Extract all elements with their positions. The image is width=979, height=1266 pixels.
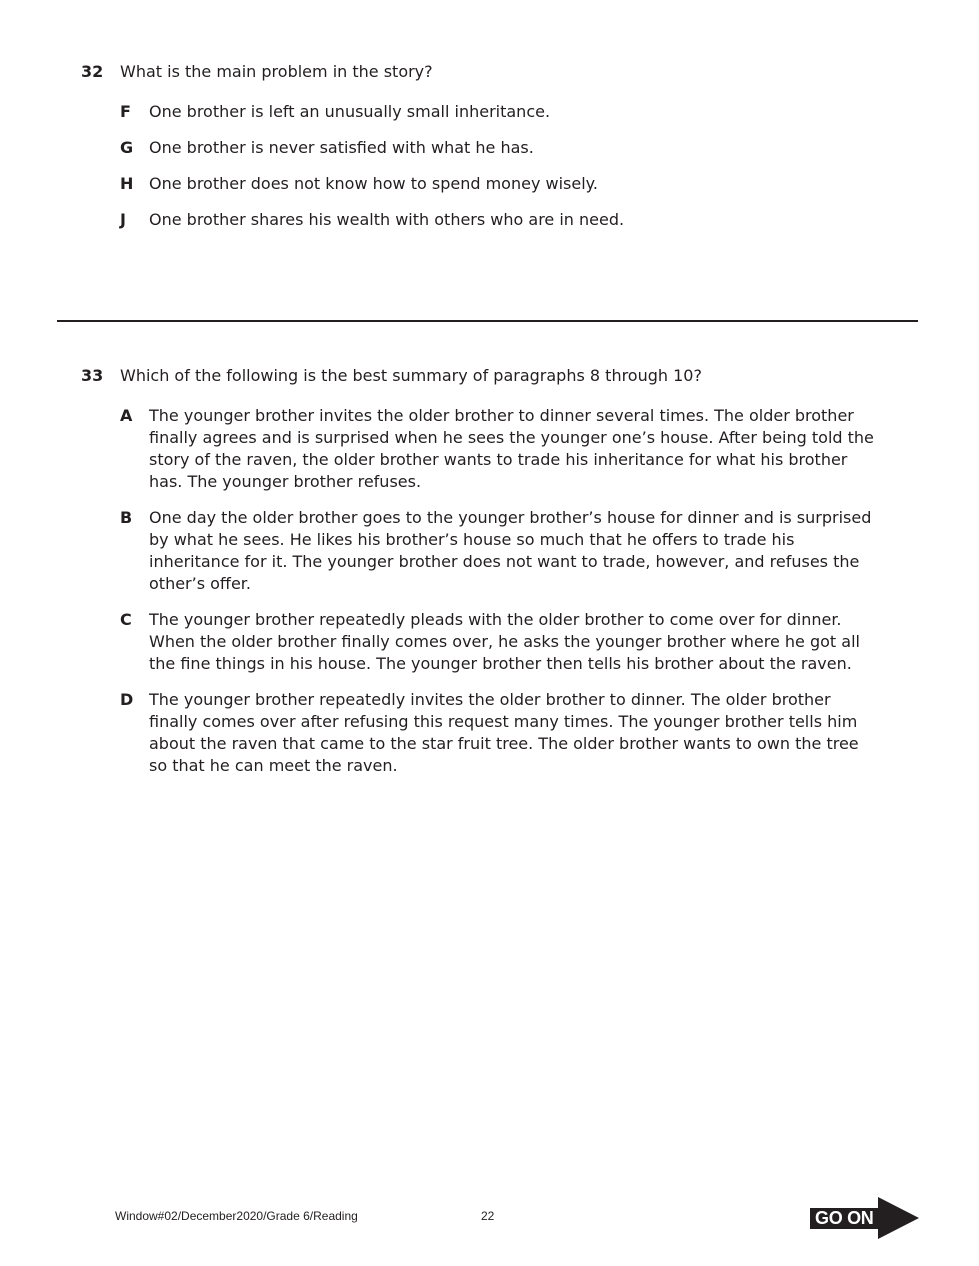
question-32	[81, 61, 919, 245]
answer-option-j[interactable]	[120, 209, 919, 231]
answer-options	[81, 101, 919, 231]
option-letter: B	[120, 508, 133, 527]
question-33	[81, 365, 919, 791]
section-divider	[57, 320, 918, 322]
option-letter: G	[120, 138, 134, 157]
question-number: 33	[81, 366, 104, 385]
answer-options	[81, 405, 919, 777]
option-text: One brother is left an unusually small inheritance.	[149, 102, 551, 121]
answer-option-b[interactable]	[120, 507, 919, 595]
question-number: 32	[81, 62, 104, 81]
question-stem: Which of the following is the best summary of paragraphs 8 through 10?	[120, 366, 702, 385]
option-text: One brother shares his wealth with others who are in need.	[149, 210, 625, 229]
option-text: The younger brother invites the older brother to dinner several times. The older brother finally agrees and is surprised when he sees the younger one’s house. After being told the story of the raven, the older brother wants to trade his inheritance for what his brother has. The younger brother refuses.	[149, 406, 874, 491]
answer-option-a[interactable]	[120, 405, 919, 493]
option-letter: D	[120, 690, 134, 709]
option-letter: H	[120, 174, 134, 193]
go-on-label: GO ON	[810, 1208, 880, 1229]
footer-document-id: Window#02/December2020/Grade 6/Reading	[115, 1209, 358, 1223]
answer-option-f[interactable]	[120, 101, 919, 123]
answer-option-c[interactable]	[120, 609, 919, 675]
option-letter: A	[120, 406, 133, 425]
option-text: One brother is never satisfied with what he has.	[149, 138, 534, 157]
question-stem: What is the main problem in the story?	[120, 62, 433, 81]
question-header	[81, 365, 919, 387]
right-arrow-icon	[878, 1197, 919, 1239]
option-text: One day the older brother goes to the younger brother’s house for dinner and is surprised by what he sees. He likes his brother’s house so much that he offers to trade his inheritance for it. The younger brother does not want to trade, however, and refuses the other’s offer.	[149, 508, 872, 593]
option-text: One brother does not know how to spend money wisely.	[149, 174, 598, 193]
option-text: The younger brother repeatedly pleads with the older brother to come over for dinner. When the older brother finally comes over, he asks the younger brother where he got all the fine things in his house. The younger brother then tells his brother about the raven.	[149, 610, 860, 673]
option-letter: J	[120, 210, 126, 229]
option-letter: F	[120, 102, 131, 121]
option-letter: C	[120, 610, 132, 629]
answer-option-h[interactable]	[120, 173, 919, 195]
option-text: The younger brother repeatedly invites the older brother to dinner. The older brother finally comes over after refusing this request many times. The younger brother tells him about the raven that came to the star fruit tree. The older brother wants to own the tree so that he can meet the raven.	[149, 690, 859, 775]
answer-option-d[interactable]	[120, 689, 919, 777]
answer-option-g[interactable]	[120, 137, 919, 159]
question-header	[81, 61, 919, 83]
go-on-indicator	[810, 1197, 919, 1239]
page-number: 22	[481, 1209, 495, 1223]
